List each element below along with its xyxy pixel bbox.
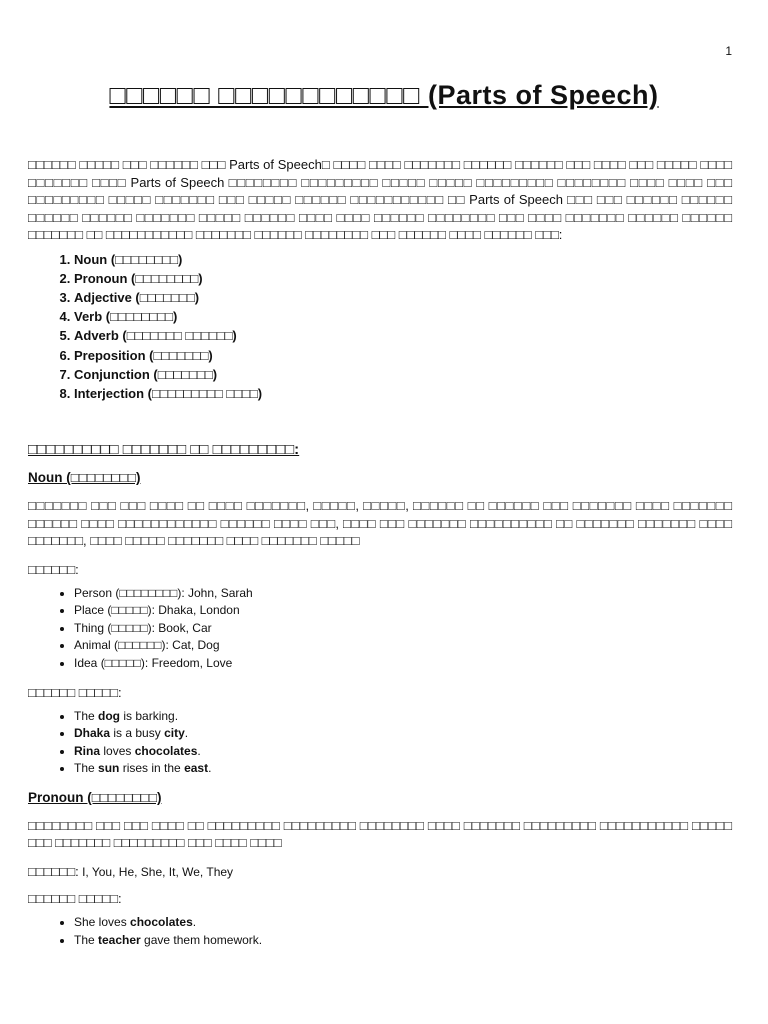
sentence-noun: dog	[98, 708, 121, 723]
sentence-text: rises in the	[119, 761, 185, 776]
list-item: 4. Verb (□□□□□□□□)	[74, 307, 732, 326]
list-item: • Animal (□□□□□□): Cat, Dog	[74, 637, 732, 655]
list-item: 2. Pronoun (□□□□□□□□)	[74, 269, 732, 288]
document-body	[28, 156, 732, 949]
list-item: • Person (□□□□□□□□): John, Sarah	[74, 585, 732, 603]
sentence-text: The	[74, 761, 99, 776]
noun-description: □□□□□□□ □□□ □□□ □□□□ □□ □□□□ □□□□□□□, □□□□□, □□□□□, □□□□□□ □□ □□□□□□ □□□ □□□□□□□ □□□□ □□□□□□□ □□□□□□ □□□□ □□□□□□□□□□□□ □□□□□□ □□□□ □□□, □□□□ □□□ □□□□□□□ □□□□□□□□□□ □□ □□□□□□□ □□□□□□□ □□□□ □□□□□□□, □□□□ □□□□□ □□□□□□□ □□□□ □□□□□□□ □□□□□	[28, 498, 732, 549]
intro-paragraph: □□□□□□ □□□□□ □□□ □□□□□□ □□□ Parts of Speech□ □□□□ □□□□ □□□□□□□ □□□□□□ □□□□□□ □□□ □□□□ □□□ □□□□□ □□□□ □□□□□□□ □□□□ Parts of Speech □□□□□□□□ □□□□□□□□□ □□□□□ □□□□□ □□□□□□□□□ □□□□□□□□ □□□□ □□□□ □□□ □□□□□□□□□ □□□□□ □□□□□□□ □□□ □□□□□ □□□□□□ □□□□□□□□□□□ □□ Parts of Speech □□□ □□□ □□□□□□ □□□□□□ □□□□□□ □□□□□□ □□□□□□□ □□□□□ □□□□□□ □□□□ □□□□ □□□□□□ □□□□□□□□ □□□ □□□□ □□□□□□□ □□□□□□ □□□□□□ □□□□□□□ □□ □□□□□□□□□□□ □□□□□□□ □□□□□□ □□□□□□□□ □□□ □□□□□□ □□□□ □□□□□□ □□□:	[28, 157, 732, 242]
sentence-text: .	[208, 761, 212, 776]
document-title: □□□□□□ □□□□□□□□□□□□ (Parts of Speech)	[109, 80, 659, 110]
list-item: 5. Adverb (□□□□□□□ □□□□□□)	[74, 326, 732, 345]
pronoun-sentences-label: □□□□□□ □□□□□:	[28, 890, 122, 906]
sentence-noun: Rina	[74, 743, 101, 758]
sentence-noun: teacher	[98, 932, 141, 947]
list-item	[74, 760, 732, 778]
sentence-noun: Dhaka	[74, 726, 111, 741]
list-item: 1. Noun (□□□□□□□□)	[74, 250, 732, 269]
parts-of-speech-list	[28, 250, 732, 404]
sentence-noun: city	[164, 726, 185, 741]
pronoun-examples-label: □□□□□□:	[28, 863, 79, 879]
sentence-noun: chocolates	[130, 914, 193, 929]
noun-examples-list	[28, 585, 732, 673]
sentence-noun: east	[184, 761, 209, 776]
sentence-text: She loves	[74, 914, 131, 929]
sentence-text: The	[74, 708, 99, 723]
pronoun-sentences-list	[28, 914, 732, 949]
sentence-text: .	[184, 726, 189, 741]
list-item	[74, 708, 732, 726]
pronoun-description: □□□□□□□□ □□□ □□□ □□□□ □□ □□□□□□□□□ □□□□□□□□□ □□□□□□□□ □□□□ □□□□□□□ □□□□□□□□□ □□□□□□□□□□□ □□□□□ □□□ □□□□□□□ □□□□□□□□□ □□□ □□□□ □□□□	[28, 817, 732, 851]
list-item: • Place (□□□□□): Dhaka, London	[74, 602, 732, 620]
list-item: 7. Conjunction (□□□□□□□)	[74, 365, 732, 384]
sentence-text: is a busy	[110, 726, 165, 741]
pronoun-examples-line	[28, 864, 732, 879]
list-item: • Idea (□□□□□): Freedom, Love	[74, 655, 732, 673]
list-item	[74, 914, 732, 932]
noun-sentences-label: □□□□□□ □□□□□:	[28, 684, 122, 700]
list-item: 8. Interjection (□□□□□□□□□ □□□□)	[74, 384, 732, 403]
sentence-text: .	[192, 914, 197, 929]
sentence-text: is barking.	[120, 708, 179, 723]
sentence-text: The	[74, 932, 99, 947]
sentence-text: gave them homework.	[140, 932, 263, 947]
page-number: 1	[725, 44, 732, 58]
list-item: • Thing (□□□□□): Book, Car	[74, 620, 732, 638]
noun-examples-label: □□□□□□:	[28, 561, 79, 577]
noun-heading: Noun (□□□□□□□□)	[28, 470, 141, 486]
pronoun-heading: Pronoun (□□□□□□□□)	[28, 789, 162, 805]
list-item	[74, 932, 732, 950]
noun-sentences-list	[28, 708, 732, 778]
sentence-text: .	[197, 743, 201, 758]
pronoun-examples: I, You, He, She, It, We, They	[78, 864, 234, 879]
list-item: 3. Adjective (□□□□□□□)	[74, 288, 732, 307]
section-heading: □□□□□□□□□□ □□□□□□□ □□ □□□□□□□□□:	[28, 441, 300, 459]
list-item	[74, 725, 732, 743]
sentence-noun: sun	[98, 761, 120, 776]
list-item: 6. Preposition (□□□□□□□)	[74, 346, 732, 365]
sentence-text: loves	[100, 743, 135, 758]
sentence-noun: chocolates	[134, 743, 198, 758]
list-item	[74, 743, 732, 761]
